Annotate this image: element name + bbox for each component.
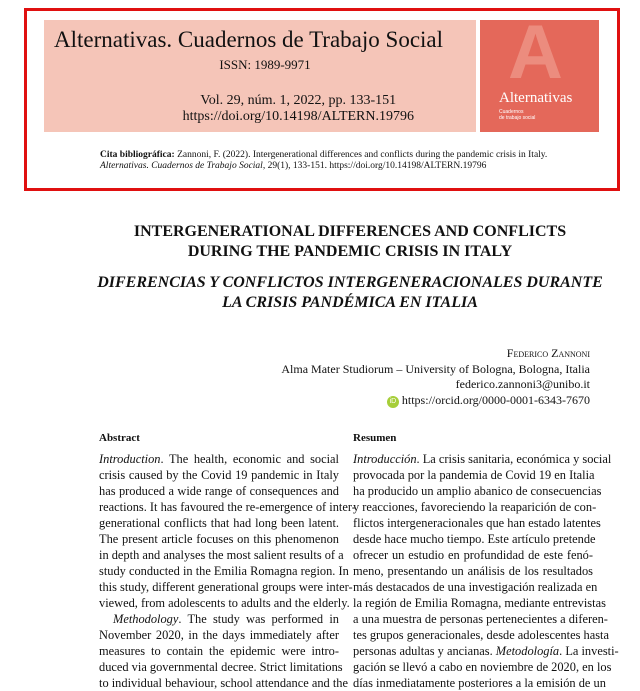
text-line: provocada por la pandemia de Covid 19 en Italia (353, 468, 595, 482)
text-line: Methodology. The study was performed in (113, 612, 339, 626)
cover-subtitle-line: Cuadernos (499, 109, 524, 115)
text-line: y reacciones, favoreciendo la reaparición de con- (353, 500, 597, 514)
volume: Vol. 29, núm. 1, 2022, pp. 133-151 (200, 93, 397, 108)
citation-text: Zannoni, F. (2022). Intergenerational differences and conflicts during the pandemic crisis in Italy. (174, 150, 548, 160)
text-line: flictos intergeneracionales que han estado latentes (353, 516, 601, 530)
cover-subtitle-line: de trabajo social (499, 115, 536, 121)
text-line: la región de Emilia Romagna, mediante entrevistas (353, 596, 606, 610)
title-line: INTERGENERATIONAL DIFFERENCES AND CONFLICTS (133, 223, 567, 240)
text-line: measures to contain the epidemic were intro- (99, 644, 339, 658)
text-line: November 2020, in the days immediately after (99, 628, 339, 642)
article-subtitle (0, 273, 640, 313)
citation-journal: Alternativas. Cuadernos de Trabajo Social (100, 161, 263, 171)
text-line: duced via governmental decree. Strict limitations (99, 660, 343, 674)
author-email[interactable]: federico.zannoni3@unibo.it (455, 377, 590, 391)
text-line: desde hace mucho tiempo. Este artículo pretende (353, 532, 596, 546)
title-line: DURING THE PANDEMIC CRISIS IN ITALY (187, 243, 513, 260)
subtitle-line: LA CRISIS PANDÉMICA EN ITALIA (222, 294, 478, 311)
text-line: a una muestra de personas pertenecientes a diferen- (353, 612, 608, 626)
journal-title: Alternativas. Cuadernos de Trabajo Social (54, 27, 444, 52)
text-line: generational conflicts that had long been latent. (99, 516, 339, 530)
text-line: personas adultas y ancianas. Metodología. La investi- (353, 644, 619, 658)
resumen-heading: Resumen (353, 432, 397, 444)
text-line: this study, different generational groups were inter- (99, 580, 353, 594)
subtitle-line: DIFERENCIAS Y CONFLICTOS INTERGENERACIONALES DURANTE (97, 274, 603, 291)
citation-rest: , 29(1), 133-151. https://doi.org/10.14198/ALTERN.19796 (262, 161, 487, 171)
cover-letter: A (508, 10, 563, 95)
orcid-row[interactable] (281, 393, 590, 409)
author-affiliation: Alma Mater Studiorum – University of Bologna, Bologna, Italia (281, 361, 590, 376)
text-line: to individual behaviour, school attendance and the (99, 676, 348, 690)
issn: ISSN: 1989-9971 (219, 57, 311, 72)
cover-subtitle (499, 109, 535, 121)
article-title (0, 222, 640, 262)
resumen-text (353, 451, 619, 691)
text-line: días inmediatamente posteriores a la emisión de un (353, 676, 606, 690)
orcid-link[interactable]: https://orcid.org/0000-0001-6343-7670 (401, 392, 590, 407)
text-line: in depth and analyses the most salient results of a (99, 548, 344, 562)
text-line: has produced a wide range of consequences and (99, 484, 339, 498)
text-line: study conducted in the Emilia Romagna region. In (99, 564, 349, 578)
citation (100, 150, 547, 172)
orcid-icon: iD (387, 396, 399, 408)
text-line: ofrecer un estudio en profundidad de este fenó- (353, 548, 593, 562)
journal-cover-logo (480, 10, 599, 132)
text-line: viewed, from adolescents to adults and the elderly. (99, 596, 350, 610)
doi-link[interactable]: https://doi.org/10.14198/ALTERN.19796 (182, 109, 414, 124)
author-block (281, 346, 590, 408)
text-line: ha producido un amplio abanico de consecuencias (353, 484, 602, 498)
resumen-column (353, 430, 619, 691)
text-line: Introducción. La crisis sanitaria, económica y social (353, 452, 612, 466)
abstract-column (99, 430, 356, 691)
text-line: gación se llevó a cabo en noviembre de 2020, en los (353, 660, 612, 674)
text-line: meno, presentando un análisis de los resultados (353, 564, 593, 578)
text-line: crisis caused by the Covid 19 pandemic in Italy (99, 468, 339, 482)
text-line: tes grupos generacionales, desde adolescentes hasta (353, 628, 609, 642)
cover-name: Alternativas (499, 90, 573, 106)
text-line: Introduction. The health, economic and social (99, 452, 339, 466)
text-line: más destacados de una investigación realizada en (353, 580, 598, 594)
abstract-heading: Abstract (99, 432, 140, 444)
journal-header (44, 20, 476, 132)
text-line: The present article focuses on this phenomenon (99, 532, 339, 546)
abstract-text (99, 451, 356, 691)
volume-info (183, 93, 414, 125)
author-name: Federico Zannoni (506, 346, 590, 360)
citation-label: Cita bibliográfica: (100, 150, 175, 160)
text-line: reactions. It has favoured the re-emergence of inter- (99, 500, 356, 514)
